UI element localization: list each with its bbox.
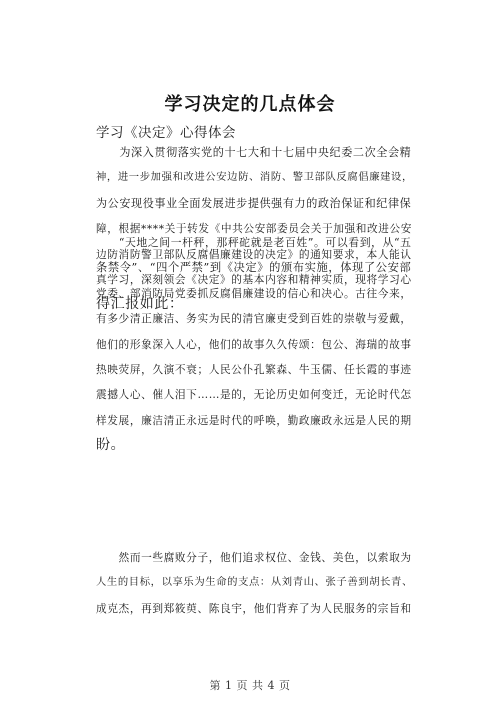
paragraph-line: 条禁令”、“四个严禁”到《决定》的颁布实施，体现了公安部 (96, 261, 412, 275)
paragraph-line: 震撼人心、催人泪下……是的，无论历史如何变迁，无论时代怎 (96, 388, 412, 402)
paragraph-2 (96, 230, 412, 459)
paragraph-line: 为公安现役事业全面发展进步提供强有力的政治保证和纪律保 (96, 196, 412, 210)
paragraph-line: 有多少清正廉洁、务实为民的清官廉吏受到百姓的崇敬与爱戴， (96, 312, 412, 326)
document-title: 学习决定的几点体会 (164, 94, 336, 115)
paragraph-3 (96, 545, 413, 621)
paragraph-line: 成克杰，再到郑筱萸、陈良宇，他们背弃了为人民服务的宗旨和 (96, 601, 412, 615)
paragraph-line: 他们的形象深入人心，他们的故事久久传颂：包公、海瑞的故事 (96, 337, 412, 351)
paragraph-line: 然而一些腐败分子，他们追求权位、金钱、美色，以索取为 (96, 551, 412, 564)
page-footer: 第 1 页 共 4 页 (209, 679, 291, 692)
paragraph-line: 人生的目标，以享乐为生命的支点：从刘青山、张子善到胡长青、 (96, 576, 413, 589)
paragraph-line: 为深入贯彻落实党的十七大和十七届中央纪委二次全会精 (96, 146, 412, 159)
paragraph-line: 盼。 (96, 437, 126, 454)
paragraph-line: 得汇报如此： (96, 296, 184, 313)
paragraph-line: 样发展，廉洁清正永远是时代的呼唤，勤政廉政永远是人民的期 (96, 413, 412, 427)
document-subtitle: 学习《决定》心得体会 (96, 125, 236, 141)
paragraph-line: 党委、部消防局党委抓反腐倡廉建设的信心和决心。古往今来， (96, 286, 412, 300)
paragraph-line: 神，进一步加强和改进公安边防、消防、警卫部队反腐倡廉建设， (96, 171, 413, 184)
paragraph-line: 边防消防警卫部队反腐倡廉建设的决定》的通知要求，本人能认 (96, 247, 412, 261)
paragraph-line: “天地之间一杆秤，那秤砣就是老百姓”。可以看到，从“五 (96, 236, 412, 249)
paragraph-line: 真学习，深刻领会《决定》的基本内容和精神实质，现将学习心 (96, 272, 412, 286)
paragraph-line: 障，根据****关于转发《中共公安部委员会关于加强和改进公安 (96, 222, 412, 236)
paragraph-line: 热映荧屏，久演不衰；人民公仆孔繁森、牛玉儒、任长霞的事迹 (96, 362, 412, 376)
